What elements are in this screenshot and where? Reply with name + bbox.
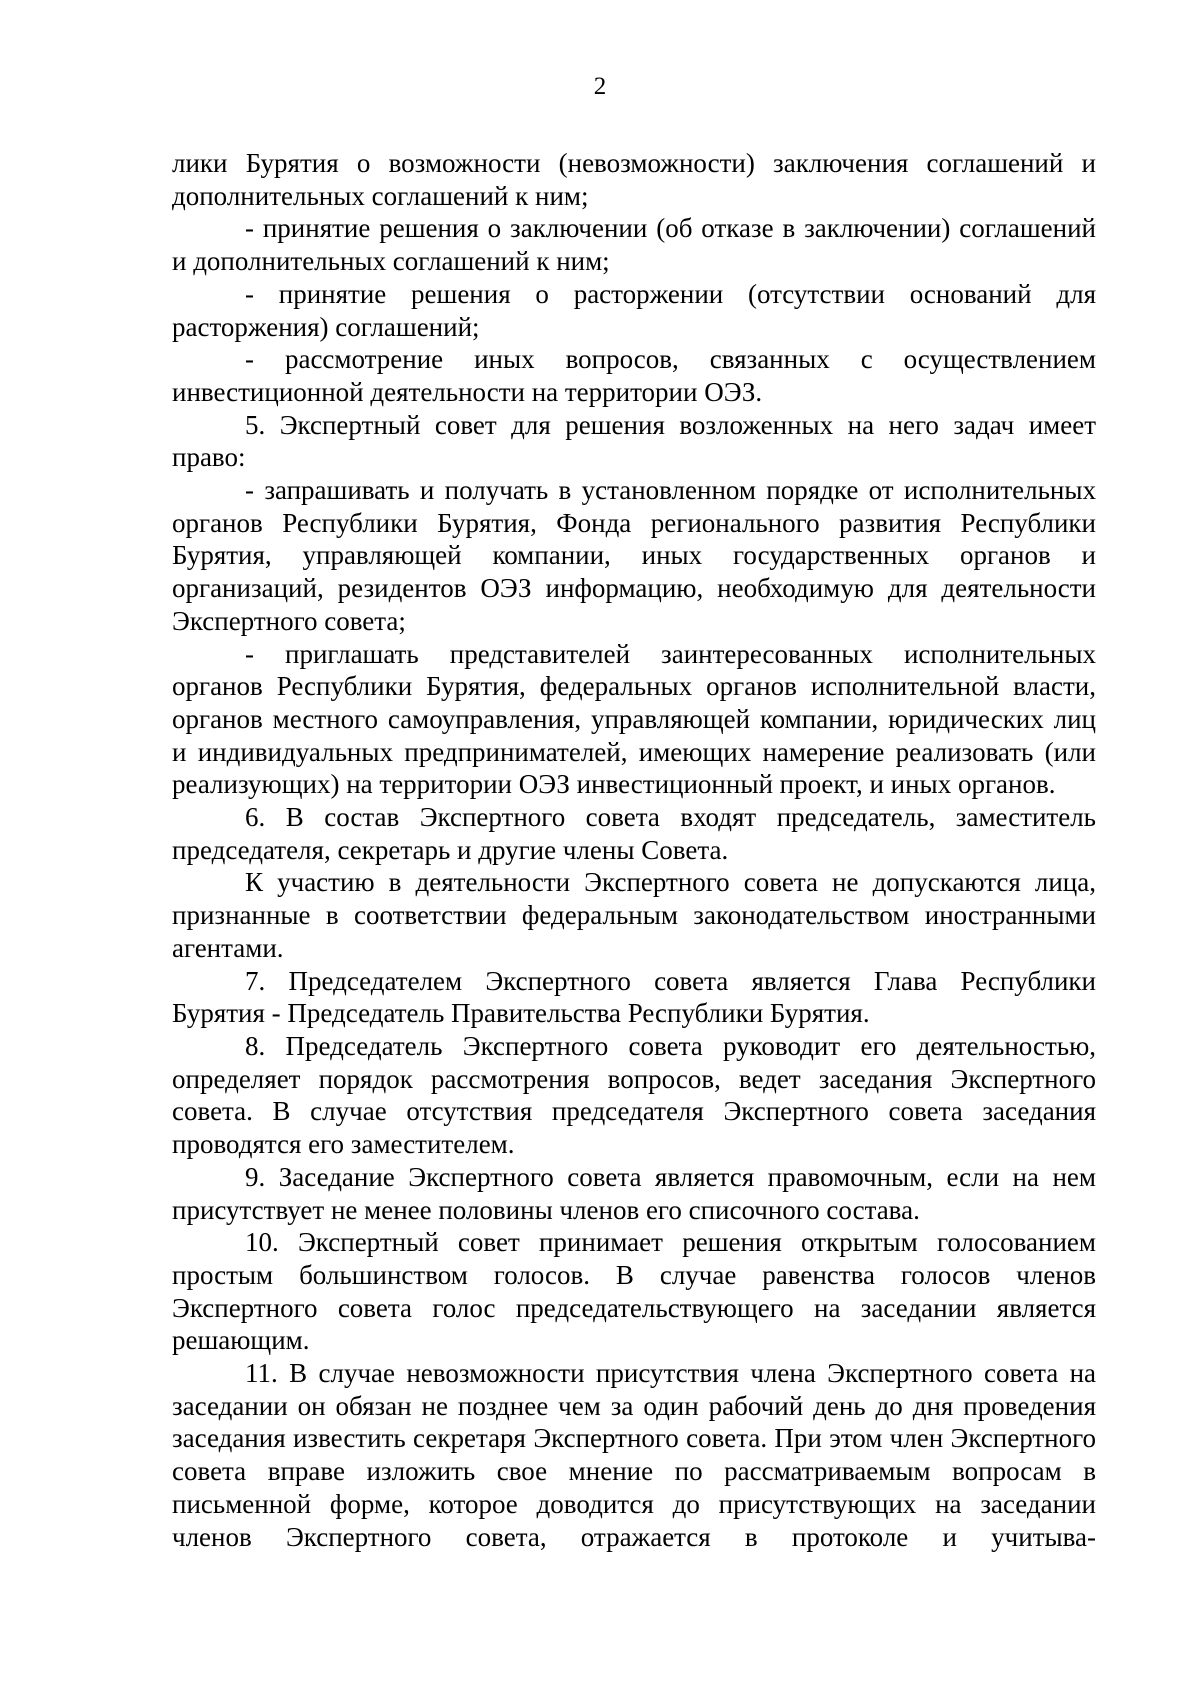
paragraph-clause-11: 11. В случае невозможности присутствия члена Экспертного совета на заседании он обязан не позднее чем за один рабочий день до дня проведения заседания известить секретаря Экспертного совета. При этом член Экспертного совета вправе изложить свое мнение по рассматриваемым вопросам в письменной форме, которое доводится до присутствующих на заседании членов Экспертного совета, отражается в протоколе и учитыва- [172, 1358, 1096, 1552]
paragraph-foreign-agents: К участию в деятельности Экспертного совета не допускаются лица, признанные в соответствии федеральным законодательством иностранными агентами. [172, 867, 1096, 963]
paragraph-item-other-questions: - рассмотрение иных вопросов, связанных с осуществлением инвестиционной деятельности на территории ОЭЗ. [172, 344, 1096, 407]
paragraph-item-request-information: - запрашивать и получать в установленном порядке от исполнительных органов Республики Бурятия, Фонда регионального развития Республики Бурятия, управляющей компании, иных государственных органов и организаций, резидентов ОЭЗ информацию, необходимую для деятельности Экспертного совета; [172, 475, 1096, 636]
paragraph-item-termination-decision: - принятие решения о расторжении (отсутствии оснований для расторжения) соглашений; [172, 278, 1096, 342]
paragraph-clause-7: 7. Председателем Экспертного совета является Глава Республики Бурятия - Председатель Правительства Республики Бурятия. [172, 965, 1096, 1029]
paragraph-item-agreement-decision: - принятие решения о заключении (об отказе в заключении) соглашений и дополнительных соглашений к ним; [172, 213, 1096, 277]
document-body [172, 147, 1096, 1553]
paragraph-clause-10: 10. Экспертный совет принимает решения открытым голосованием простым большинством голосов. В случае равенства голосов членов Экспертного совета голос председательствующего на заседании является решающим. [172, 1227, 1096, 1356]
paragraph-continuation: лики Бурятия о возможности (невозможности) заключения соглашений и дополнительных соглашений к ним; [172, 148, 1096, 211]
paragraph-clause-5: 5. Экспертный совет для решения возложенных на него задач имеет право: [172, 409, 1096, 473]
page-number: 2 [593, 73, 607, 100]
paragraph-clause-9: 9. Заседание Экспертного совета является правомочным, если на нем присутствует не менее половины членов его списочного состава. [172, 1161, 1096, 1225]
paragraph-clause-8: 8. Председатель Экспертного совета руководит его деятельностью, определяет порядок рассмотрения вопросов, ведет заседания Экспертного совета. В случае отсутствия председателя Экспертного совета заседания проводятся его заместителем. [172, 1030, 1096, 1160]
paragraph-item-invite-representatives: - приглашать представителей заинтересованных исполнительных органов Республики Бурятия, федеральных органов исполнительной власти, органов местного самоуправления, управляющей компании, юридических лиц и индивидуальных предпринимателей, имеющих намерение реализовать (или реализующих) на территории ОЭЗ инвестиционный проект, и иных органов. [172, 638, 1096, 800]
paragraph-clause-6: 6. В состав Экспертного совета входят председатель, заместитель председателя, секретарь и другие члены Совета. [172, 802, 1096, 865]
